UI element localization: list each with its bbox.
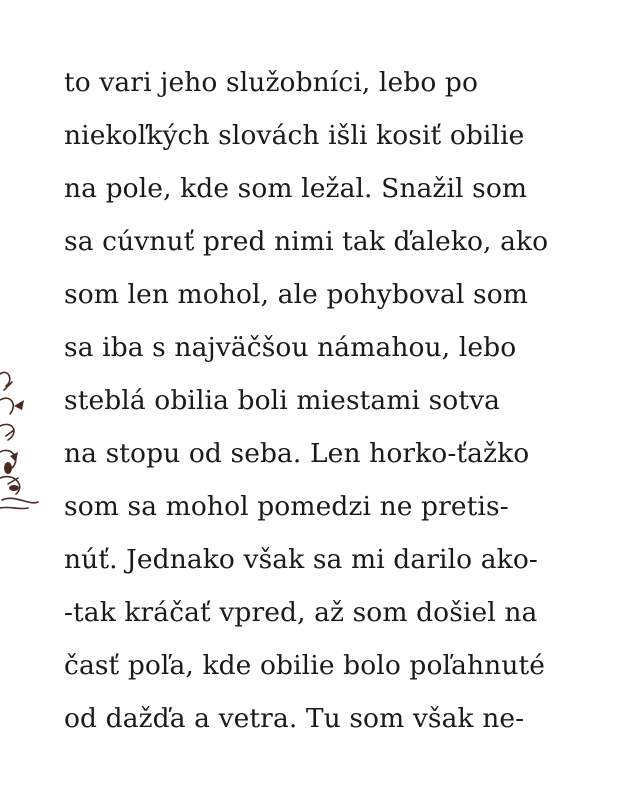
- text-line: sa iba s najväčšou námahou, lebo: [64, 332, 517, 363]
- text-line: som len mohol, ale pohyboval som: [64, 279, 528, 310]
- text-line: steblá obilia boli miestami sotva: [64, 385, 501, 416]
- text-line: niekoľkých slovách išli kosiť obilie: [64, 120, 525, 151]
- wheat-stalk-ornament-icon: [0, 360, 46, 520]
- text-line: časť poľa, kde obilie bolo poľahnuté: [64, 650, 546, 681]
- body-text: [64, 56, 624, 745]
- text-line: od dažďa a vetra. Tu som však ne-: [64, 703, 525, 734]
- text-line: na stopu od seba. Len horko-ťažko: [64, 438, 530, 469]
- text-line: som sa mohol pomedzi ne pretis-: [64, 491, 509, 522]
- text-line: to vari jeho služobníci, lebo po: [64, 67, 479, 98]
- text-line: -tak kráčať vpred, až som došiel na: [64, 597, 538, 628]
- text-line: sa cúvnuť pred nimi tak ďaleko, ako: [64, 226, 549, 257]
- text-line: na pole, kde som ležal. Snažil som: [64, 173, 528, 204]
- text-line: núť. Jednako však sa mi darilo ako-: [64, 544, 538, 575]
